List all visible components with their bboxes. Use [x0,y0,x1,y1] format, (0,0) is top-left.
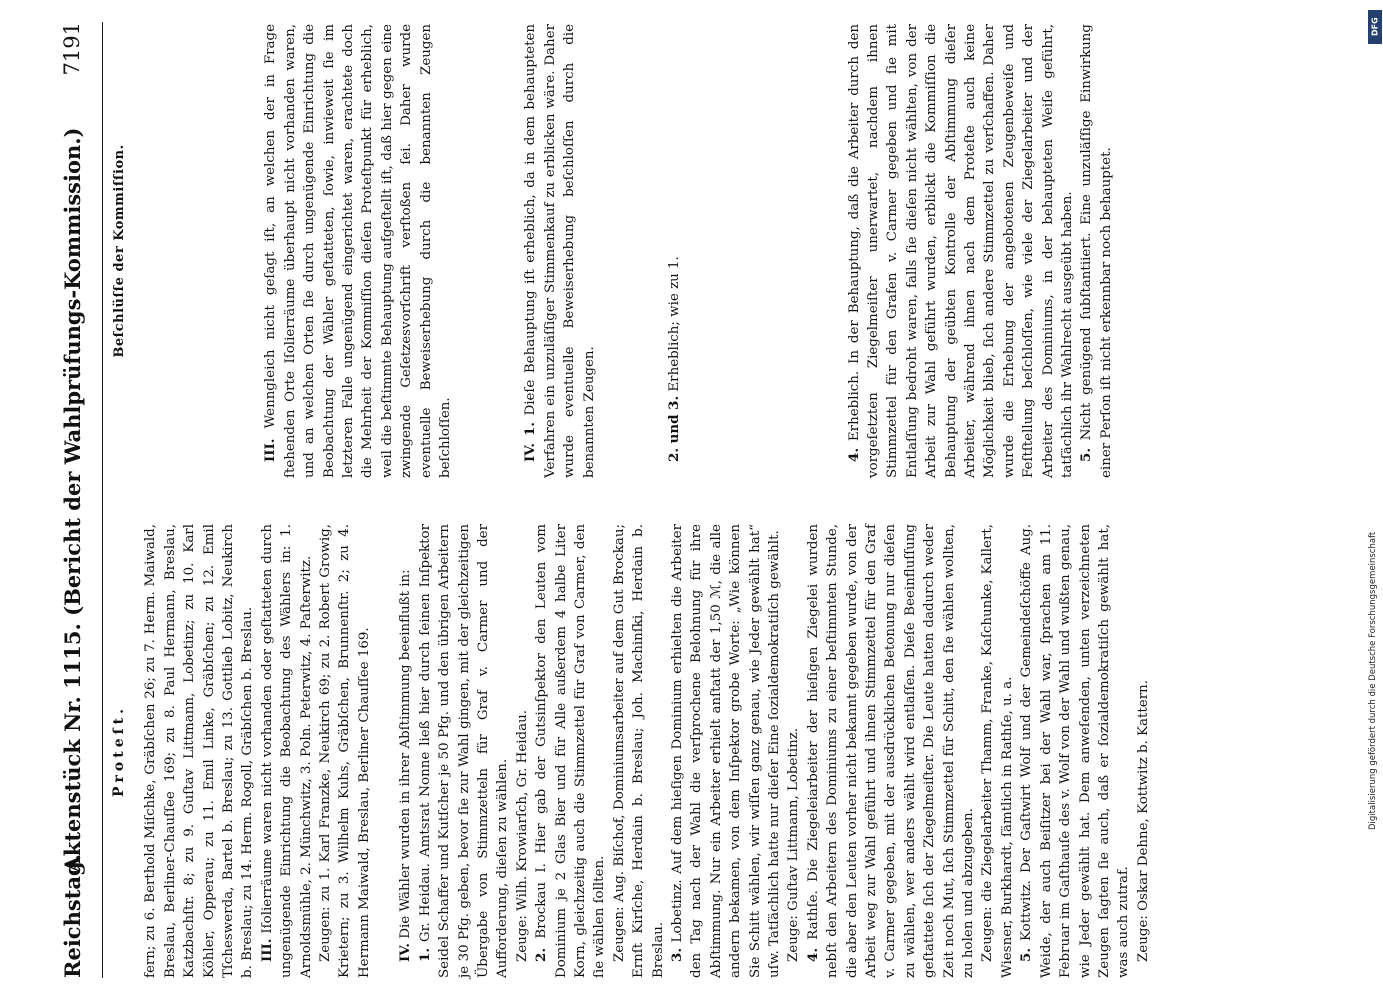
page-number: 7191 [60,22,84,76]
protest-point-iv [396,524,415,978]
commission-heading: Beſchlüſſe der Kommiſſion. [112,144,127,358]
point-number: IV. [397,943,414,962]
point-number: 4. [845,448,862,462]
decision-iv-1 [521,24,599,478]
paragraph-text: Lobetinz. Auf dem hieſigen Dominium erhielten die Arbeiter den Tag nach der Wahl die verſprochene Belohnung für ihre Abſtimmung. Nur ein Arbeiter erhielt anſtatt der 1,50 ℳ, die alle andern bekamen, von dem Inſpektor grobe Worte: „Wie können Sie Schitt wählen, wir wiſſen ganz genau, wie Jeder gewählt hat“ uſw. Tatſächlich hatte nur dieſer Eine ſozialdemokratiſch gewählt. [669,524,782,978]
witnesses-iv-2: Zeugen: Aug. Biſchof, Dominiumsarbeiter auf dem Gut Brockau; Ernſt Kirſche, Herdain b. Breslau; Joh. Machinſki, Herdain b. Breslau. [611,524,666,978]
witness-iv-5: Zeuge: Oskar Dehne, Kottwitz b. Kattern. [1135,679,1151,962]
protest-point-iv-4 [804,524,979,978]
header-title: Aktenstück Nr. 1115. (Bericht der Wahlprüfungs-Kommission.) [60,127,85,873]
point-number: 3. [668,948,685,962]
paragraph-text: Rathſe. Die Ziegeleiarbeiter der hieſigen Ziegelei wurden nebſt den Arbeitern des Dominiums zu einer beſtimmten Stunde, die aber den Leuten vorher nicht bekannt gegeben wurde, von der Arbeit weg zur Wahl geführt und ihnen Stimmzettel für den Graf v. Carmer gegeben, mit der ausdrücklichen Betonung nur dieſen zu wählen, wer anders wählt wird entlaſſen. Dieſe Beeinfluſſung geſtattete ſich der Ziegelmeiſter. Die Leute hatten dadurch weder Zeit noch Mut, ſich Stimmzettel für Schitt, den ſie wählen wollten, zu holen und abzugeben. [805,523,977,978]
paragraph-text: Wenngleich nicht geſagt iſt, an welchen der in Frage ſtehenden Orte Iſolierräume überhaupt nicht vorhanden waren, und an welchen Orten ſie durch ungenügende Einrichtung die Beobachtung der Wähler geſtatteten, ſowie, inwieweit ſie im letzteren Falle ungenügend eingerichtet waren, erachtete doch die Mehrheit der Kommiſſion dieſen Proteſtpunkt für erheblich, weil die beſtimmte Behauptung aufgeſtellt iſt, daß hier gegen eine zwingende Geſetzesvorſchrift verſtoßen ſei. Daher wurde eventuelle Beweiserhebung durch die benannten Zeugen beſchloſſen. [263,24,454,478]
point-number: 1. [416,948,433,962]
dfg-logo: DFG [1368,10,1382,44]
decision-iv-2-3 [665,24,684,478]
witnesses-iv-4: Zeugen: die Ziegelarbeiter Thamm, Franke, Kaſchunke, Kallert, Wiesner, Burkhardt, ſämtlich in Rathſe, u. a. [980,524,1015,978]
paragraph-text: Die Wähler wurden in ihrer Abſtimmung beeinflußt in: [398,569,414,939]
point-number: III. [262,438,279,462]
digitization-note: Digitalisierung gefördert durch die Deutsche Forschungsgemeinschaft [1368,531,1378,830]
paragraph-text: Erheblich; wie zu 1. [667,256,683,392]
digitization-sidebar [1368,10,1382,990]
page-header [46,22,103,978]
witness-iv-3: Zeuge: Guſtav Littmann, Lobetinz. [786,727,802,962]
paragraph-text: Gr. Heidau. Amtsrat Nonne ließ hier durch ſeinen Inſpektor Seidel Schaffer und Kutſcher je 50 Pfg. und den übrigen Arbeitern je 30 Pfg. geben, bevor ſie zur Wahl gingen, mit der gleichzeitigen Übergabe von Stimmzetteln für Graf v. Carmer und der Aufforderung, dieſen zu wählen. [417,524,511,978]
point-number: IV. 1. [522,422,539,462]
paragraph-text: Brockau I. Hier gab der Gutsinſpektor den Leuten vom Dominium je 2 Glas Bier und für Alle außerdem 4 halbe Liter Korn, gleichzeitig auch die Stimmzettel für Graf von Carmer, den ſie wählen ſollten. [534,524,608,978]
point-number: 5. [1018,948,1035,962]
paragraph-text: Dieſe Behauptung iſt erheblich, da in dem behaupteten Verfahren ein unzuläſſiger Stimmenkauf zu erblicken wäre. Daher wurde eventuelle Beweiserhebung beſchloſſen durch die benannten Zeugen. [523,23,597,478]
protest-point-iv-1 [416,524,513,978]
point-number: 2. und 3. [666,395,683,462]
decision-iii [261,24,455,478]
protest-point-iii [258,524,316,978]
witness-iv-1: Zeuge: Wilh. Krowiarſch, Gr. Heidau. [514,710,530,962]
paragraph-text: Nicht genügend ſubſtantiiert. Eine unzuläſſige Einwirkung einer Perſon iſt nicht erkennbar noch behauptet. [1079,23,1114,478]
point-number: 4. [804,948,821,962]
protest-point-iv-3 [668,524,784,978]
paragraph-text: Kottwitz. Der Gaſtwirt Wolf und der Gemeindeſchöffe Aug. Weide, der auch Beiſitzer bei der Wahl war, ſprachen am 11. Februar im Gaſthauſe des v. Wolf von der Wahl und wußten genau, wie Jeder gewählt hat. Dem anweſenden, unten verzeichneten Zeugen ſagten ſie auch, daß er ſozialdemokratiſch gewählt hat, was auch zutraf. [1019,524,1132,978]
header-left: Reichstag. [60,854,85,978]
protest-point-iv-2 [532,524,610,978]
point-number: 5. [1078,448,1095,462]
right-column [110,24,1210,478]
paragraph-text: Erheblich. In der Behauptung, daß die Arbeiter durch den vorgeſetzten Ziegelmeiſter unerwartet, nachdem ihnen Stimmzettel für den Grafen v. Carmer gegeben und ſie mit Entlaſſung bedroht waren, falls ſie dieſen nicht wählten, von der Arbeit zur Wahl geführt wurden, erblickt die Kommiſſion die Behauptung der geübten Kontrolle der Abſtimmung dieſer Arbeiter, während ihnen nach dem Proteſte auch keine Möglichkeit blieb, ſich andere Stimmzettel zu verſchaffen. Daher wurde die Erhebung der angebotenen Zeugenbeweiſe und Feſtſtellung beſchloſſen, wie viele der Ziegelarbeiter und der Arbeiter des Dominiums, in der behaupteten Weiſe geführt, tatſächlich ihr Wahlrecht ausgeübt haben. [846,24,1075,478]
witnesses-iii: Zeugen: zu 1. Karl Franzke, Neukirch 69; zu 2. Robert Growig, Krietern; zu 3. Wilhelm Kuhs, Gräbſchen, Brunnenſtr. 2; zu 4. Hermann Maiwald, Breslau, Berliner Chauſſee 169. [318,524,372,978]
left-column [110,524,1210,978]
point-number: III. [258,938,275,962]
witness-list-continued: fern; zu 6. Berthold Miſchke, Gräbſchen 26; zu 7. Herm. Maiwald, Breslau, Berliner-Chauſſee 169; zu 8. Paul Hermann, Breslau, Katzbachſtr. 8; zu 9. Guſtav Littmann, Lobetinz; zu 10. Karl Köhler, Opperau; zu 11. Emil Linke, Gräbſchen; zu 12. Emil Tſcheswerda, Bartel b. Breslau; zu 13. Gottlieb Lobitz, Neukirch b. Breslau; zu 14. Herm. Rogoll, Gräbſchen b. Breslau. [143,524,256,978]
decision-iv-5 [1077,24,1116,478]
protest-point-iv-5 [1017,524,1133,978]
point-number: 2. [533,948,550,962]
protest-heading: Proteſt. [111,705,127,797]
decision-iv-4 [845,24,1078,478]
paragraph-text: Iſolierräume waren nicht vorhanden oder geſtatteten durch ungenügende Einrichtung die Beobachtung des Wählers in: 1. Arnoldsmühle, 2. Münchwitz, 3. Poln. Peterwitz, 4. Paſterwitz. [259,524,314,978]
